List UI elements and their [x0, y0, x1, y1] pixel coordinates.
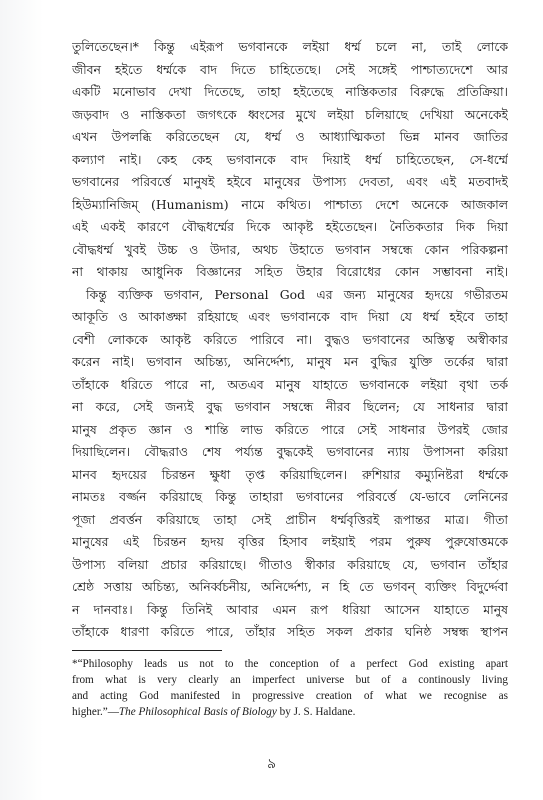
text-line: বৌদ্ধধর্ম্ম খুবই উচ্চ ও উদার, অথচ উহাতে ভগবান সম্বন্ধে কোন পরিকল্পনা — [72, 241, 508, 257]
text-line: আকূতি ও আকাঙ্ক্ষা রহিয়াছে এবং ভগবানকে বাদ দিয়া যে ধর্ম্ম হইবে তাহা — [72, 309, 508, 324]
text-line: জড়বাদ ও নাস্তিকতা জগৎকে ধ্বংসের মুখে লইয়া চলিয়াছে দেখিয়া অনেকেই — [72, 106, 508, 122]
footnote — [72, 656, 508, 720]
text-line: কল্যাণ নাই। কেহ কেহ ভগবানকে বাদ দিয়াই ধর্ম্ম চাহিতেছেন, সে-ধর্ম্মে — [72, 151, 508, 167]
text-line: ন দানবাঃ। কিন্তু তিনিই আবার এমন রূপ ধরিয়া আসেন যাহাতে মানুষ — [72, 601, 508, 617]
page-number: ৯ — [266, 756, 277, 772]
footnote-quote-end: higher.”— — [72, 706, 119, 718]
footnote-line — [72, 704, 508, 720]
footnote-line: and acting God manifested in progressive creation of what we recognise as — [72, 690, 508, 702]
text-line: এখন উপলব্ধি করিতেছেন যে, ধর্ম্ম ও আধ্যাত্মিকতা ভিন্ন মানব জাতির — [72, 129, 508, 144]
text-line: না থাকায় আধুনিক বিজ্ঞানের সহিত উহার বিরোধের কোন সম্ভাবনা নাই। — [72, 264, 508, 279]
footnote-divider — [72, 650, 222, 651]
footnote-book-title: The Philosophical Basis of Biology — [118, 706, 277, 718]
text-line: নামতঃ বর্জ্জন করিয়াছে কিন্তু তাহারা ভগবানের পরিবর্ত্তে যে-ভাবে লেনিনের — [72, 489, 508, 504]
text-line: মানব হৃদয়ের চিরন্তন ক্ষুধা তৃপ্ত করিয়াছিলেন। রুশিয়ার কম্যুনিষ্টরা ধর্ম্মকে — [72, 466, 508, 482]
text-line: কিন্তু ব্যক্তিক ভগবান, Personal God এর জন্য মানুষের হৃদয়ে গভীরতম — [86, 286, 508, 302]
text-line: বেশী লোককে আকৃষ্ট করিতে পারিবে না। বুদ্ধও ভগবানের অস্তিত্ব অস্বীকার — [72, 331, 508, 347]
text-line: তাঁহাকে ধারণা করিতে পারে, তাঁহার সহিত সকল প্রকার ঘনিষ্ঠ সম্বন্ধ স্থাপন — [72, 624, 508, 639]
text-line: মানুষ প্রকৃত জ্ঞান ও শান্তি লাভ করিতে পারে সেই সাধনার উপরই জোর — [72, 421, 508, 437]
text-line: মানুষের এই চিরন্তন হৃদয় বৃত্তির হিসাব লইয়াই পরম পুরুষ পুরুষোত্তমকে — [72, 534, 508, 549]
text-line: একটি মনোভাব দেখা দিতেছে, তাহা হইতেছে নাস্তিকতার বিরুদ্ধে প্রতিক্রিয়া। — [72, 84, 508, 99]
text-line: এই একই কারণে বৌদ্ধধর্ম্মের দিকে আকৃষ্ট হইতেছেন। নৈতিকতার দিক দিয়া — [72, 219, 508, 234]
text-line: দিয়াছিলেন। বৌদ্ধরাও শেষ পর্য্যন্ত বুদ্ধকেই ভগবানের ন্যায় উপাসনা করিয়া — [72, 444, 508, 459]
text-line: হিউম্যানিজিম্ (Humanism) নামে কথিত। পাশ্চাত্য দেশে অনেকে আজকাল — [72, 196, 508, 212]
text-line: তাঁহাকে ধরিতে পারে না, অতএব মানুষ যাহাতে ভগবানকে লইয়া বৃথা তর্ক — [72, 376, 508, 392]
body-text — [72, 36, 508, 644]
text-line: করেন নাই। ভগবান অচিন্ত্য, অনির্দ্দেশ্য, মানুষ মন বুদ্ধির যুক্তি তর্কের দ্বারা — [72, 354, 508, 369]
text-line: ভগবানের পরিবর্ত্তে মানুষই হইবে মানুষের উপাস্য দেবতা, এবং এই মতবাদই — [72, 174, 508, 189]
footnote-line: from what is very clearly an imperfect universe but of a continously living — [72, 674, 508, 686]
footnote-line: *“Philosophy leads us not to the conception of a perfect God existing apart — [72, 658, 508, 670]
text-line: উপাস্য বলিয়া প্রচার করিয়াছে। গীতাও স্বীকার করিয়াছে যে, ভগবান তাঁহার — [72, 556, 508, 572]
text-line: তুলিতেছেন।* কিন্তু এইরূপ ভগবানকে লইয়া ধর্ম্ম চলে না, তাই লোকে — [72, 39, 508, 54]
text-line: না করে, সেই জন্যই বুদ্ধ ভগবান সম্বন্ধে নীরব ছিলেন; যে সাধনার দ্বারা — [72, 399, 508, 414]
footnote-author: by J. S. Haldane. — [276, 706, 356, 718]
text-line: জীবন হইতে ধর্ম্মকে বাদ দিতে চাহিতেছে। সেই সঙ্গেই পাশ্চাত্যদেশে আর — [72, 61, 508, 77]
text-line: পূজা প্রবর্ত্তন করিয়াছে তাহা সেই প্রাচীন ধর্ম্মবৃত্তিরই রূপান্তর মাত্র। গীতা — [72, 511, 508, 527]
text-line: শ্রেষ্ঠ সত্তায় অচিন্ত্য, অনির্ব্বচনীয়, অনির্দ্দেশ্য, ন হি তে ভগবন্ ব্যক্তিং বিদুর্দ্দেবা — [72, 579, 508, 594]
